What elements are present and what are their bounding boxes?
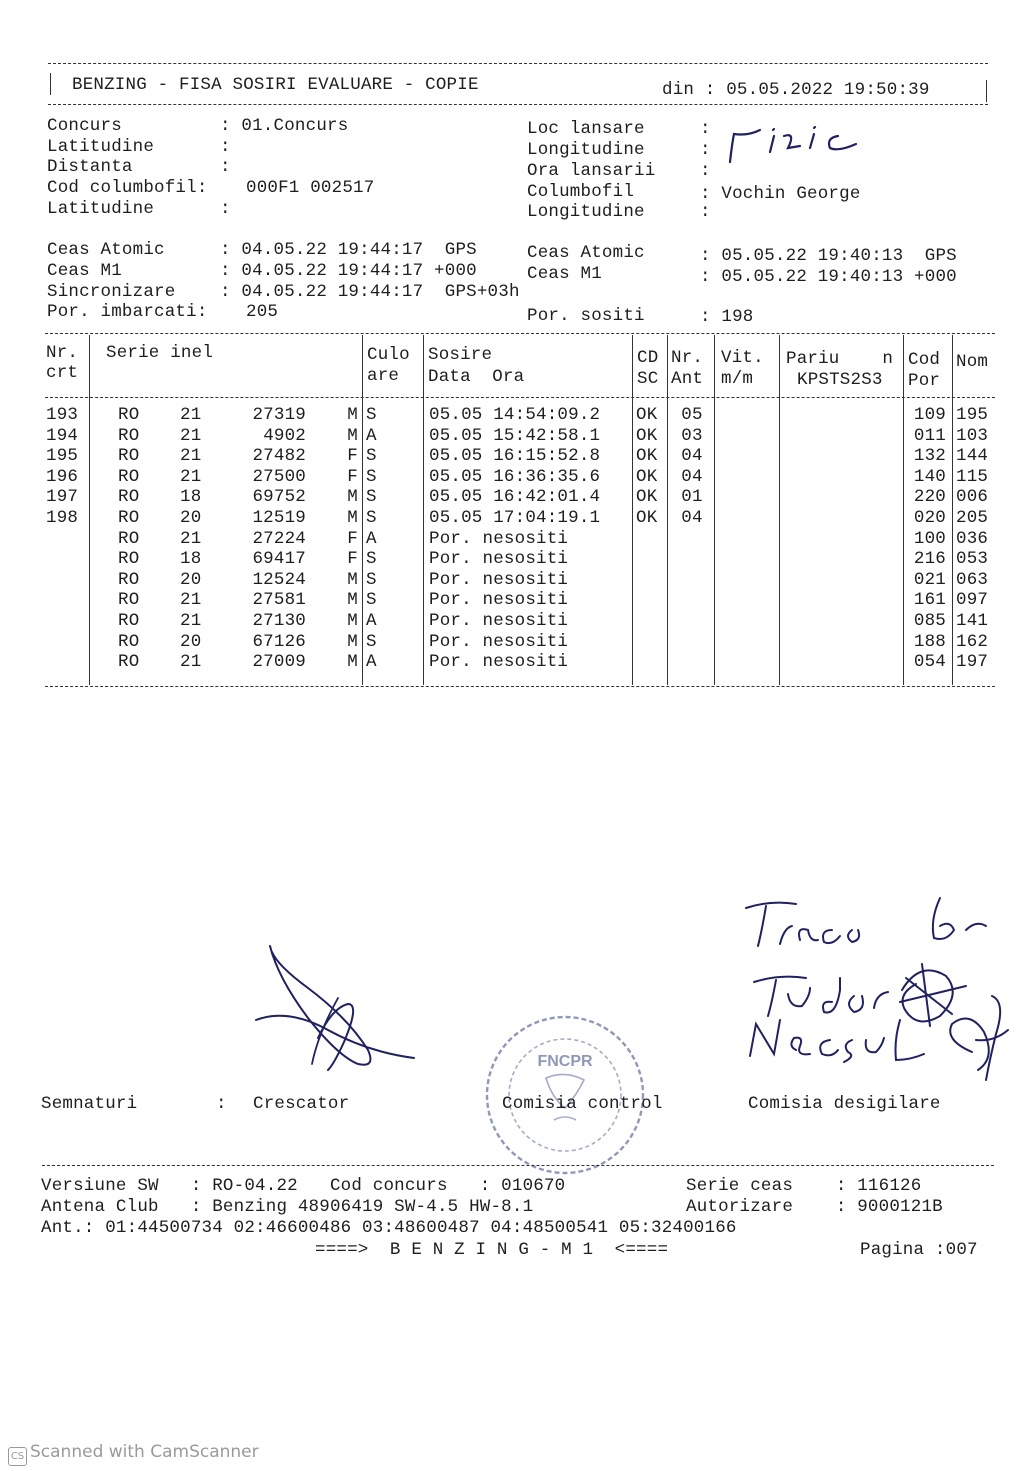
- cell-ant: 04: [681, 446, 703, 467]
- cell-nom: 162: [956, 631, 989, 652]
- info-label: Loc lansare: [527, 119, 645, 139]
- info-label: Latitudine: [47, 199, 155, 219]
- control-commission-label: Comisia control: [502, 1094, 663, 1114]
- cell-inel: 12524: [252, 569, 306, 590]
- cell-culoare: S: [366, 590, 377, 611]
- cell-sosire: 05.05 15:42:58.1: [429, 425, 601, 446]
- cell-culoare: A: [366, 528, 377, 549]
- cell-nom: 141: [956, 611, 989, 631]
- cell-nom: 197: [956, 652, 989, 673]
- cell-sex: M: [347, 405, 358, 425]
- header-pariu: Pariu n: [786, 349, 894, 369]
- footer-page-number: Pagina :007: [860, 1240, 978, 1260]
- info-label: Columbofil: [527, 182, 635, 202]
- cell-culoare: S: [366, 446, 377, 467]
- unseal-commission-handwriting: [740, 890, 1010, 1090]
- cell-an: 21: [180, 446, 202, 467]
- info-value: 000F1 002517: [246, 178, 375, 198]
- col-sep: [423, 335, 424, 685]
- cell-culoare: A: [366, 652, 377, 673]
- cell-cod: 100: [913, 528, 946, 549]
- header-sc: SC: [637, 369, 659, 389]
- cell-tara: RO: [118, 631, 140, 652]
- cell-sex: F: [347, 528, 358, 549]
- cell-sosire: 05.05 14:54:09.2: [429, 405, 601, 425]
- document-date: din : 05.05.2022 19:50:39: [662, 80, 930, 100]
- cell-an: 20: [180, 508, 202, 528]
- clock-label: Ceas Atomic: [527, 243, 645, 263]
- cell-nom: 195: [956, 405, 989, 425]
- footer-antennas: Ant.: 01:44500734 02:46600486 03:48600487 04:48500541 05:32400166: [41, 1218, 737, 1238]
- cell-nr: 195: [46, 446, 79, 467]
- cell-nom: 053: [956, 549, 989, 570]
- cell-sex: M: [347, 425, 358, 446]
- cell-sosire: 05.05 16:36:35.6: [429, 466, 601, 487]
- cell-tara: RO: [118, 611, 140, 631]
- cell-culoare: S: [366, 466, 377, 487]
- header-culoare-2: are: [367, 366, 400, 386]
- clock-label: Ceas Atomic: [47, 240, 165, 260]
- cell-cod: 021: [913, 569, 946, 590]
- signatures-colon: :: [216, 1094, 227, 1114]
- cell-cd: OK: [636, 405, 658, 425]
- cell-sosire: Por. nesositi: [429, 611, 569, 631]
- cell-an: 20: [180, 569, 202, 590]
- cell-nom: 144: [956, 446, 989, 467]
- clock-label: Sincronizare: [47, 282, 176, 302]
- cell-inel: 27009: [252, 652, 306, 673]
- cell-inel: 4902: [263, 425, 306, 446]
- cell-cod: 161: [913, 590, 946, 611]
- info-label: Longitudine: [527, 202, 645, 222]
- cell-cod: 188: [913, 631, 946, 652]
- footer-clock-serial: Serie ceas : 116126: [686, 1176, 922, 1196]
- info-value: : 01.Concurs: [220, 116, 349, 136]
- cell-nom: 115: [956, 466, 989, 487]
- cell-nr: 197: [46, 487, 79, 508]
- header-vit: Vit.: [721, 348, 764, 368]
- info-value: :: [700, 202, 711, 222]
- footer-software-line: Versiune SW : RO-04.22 Cod concurs : 010670: [41, 1176, 566, 1196]
- col-sep: [779, 335, 780, 685]
- cell-tara: RO: [118, 425, 140, 446]
- col-sep: [89, 335, 90, 685]
- breeder-label: Crescator: [253, 1094, 350, 1114]
- cell-tara: RO: [118, 590, 140, 611]
- cell-sosire: Por. nesositi: [429, 569, 569, 590]
- unseal-commission-label: Comisia desigilare: [748, 1094, 941, 1114]
- cell-nom: 205: [956, 508, 989, 528]
- header-vit-unit: m/m: [721, 369, 754, 389]
- cell-cod: 132: [913, 446, 946, 467]
- cell-sosire: 05.05 17:04:19.1: [429, 508, 601, 528]
- cell-cod: 054: [913, 652, 946, 673]
- info-label: Ora lansarii: [527, 161, 656, 181]
- header-nr: Nr.: [46, 343, 79, 363]
- cell-nom: 097: [956, 590, 989, 611]
- cell-tara: RO: [118, 446, 140, 467]
- cell-cod: 109: [913, 405, 946, 425]
- cell-cd: OK: [636, 425, 658, 446]
- cell-nr: 198: [46, 508, 79, 528]
- cell-tara: RO: [118, 549, 140, 570]
- cell-inel: 27581: [252, 590, 306, 611]
- cell-culoare: S: [366, 549, 377, 570]
- cell-tara: RO: [118, 528, 140, 549]
- cell-tara: RO: [118, 405, 140, 425]
- cell-nom: 103: [956, 425, 989, 446]
- cell-an: 21: [180, 405, 202, 425]
- cell-ant: 04: [681, 466, 703, 487]
- cell-culoare: A: [366, 425, 377, 446]
- header-left-border: [50, 73, 51, 95]
- header-crt: crt: [46, 363, 79, 383]
- cell-cod: 140: [913, 466, 946, 487]
- cell-sosire: Por. nesositi: [429, 652, 569, 673]
- info-value: :: [220, 137, 231, 157]
- cell-an: 21: [180, 425, 202, 446]
- clock-value: : 04.05.22 19:44:17 GPS: [220, 240, 477, 260]
- breeder-signature: [248, 938, 428, 1078]
- cell-cd: OK: [636, 508, 658, 528]
- cell-tara: RO: [118, 508, 140, 528]
- cell-an: 21: [180, 611, 202, 631]
- document-title: BENZING - FISA SOSIRI EVALUARE - COPIE: [72, 75, 479, 95]
- cell-an: 18: [180, 487, 202, 508]
- cell-culoare: A: [366, 611, 377, 631]
- cell-tara: RO: [118, 487, 140, 508]
- cell-an: 21: [180, 466, 202, 487]
- handwritten-launch-place: [726, 122, 876, 170]
- clock-label: Por. imbarcati:: [47, 302, 208, 322]
- footer-authorization: Autorizare : 9000121B: [686, 1197, 943, 1217]
- cell-sex: M: [347, 569, 358, 590]
- info-label: Cod columbofil:: [47, 178, 208, 198]
- info-value: :: [700, 140, 711, 160]
- cell-sosire: Por. nesositi: [429, 590, 569, 611]
- clock-value: : 04.05.22 19:44:17 GPS+03h: [220, 282, 520, 302]
- cell-sosire: Por. nesositi: [429, 631, 569, 652]
- table-top-rule: [45, 333, 995, 334]
- header-right-border: [986, 80, 987, 102]
- header-nom: Nom: [956, 352, 989, 372]
- cell-inel: 69752: [252, 487, 306, 508]
- watermark-text: Scanned with CamScanner: [30, 1442, 259, 1462]
- cell-nom: 006: [956, 487, 989, 508]
- cell-culoare: S: [366, 405, 377, 425]
- cell-sex: F: [347, 466, 358, 487]
- cell-nom: 063: [956, 569, 989, 590]
- cell-nom: 036: [956, 528, 989, 549]
- cell-sosire: Por. nesositi: [429, 549, 569, 570]
- table-bottom-rule: [45, 686, 995, 687]
- cell-an: 20: [180, 631, 202, 652]
- cell-cd: OK: [636, 466, 658, 487]
- cell-sex: F: [347, 549, 358, 570]
- cell-nr: 194: [46, 425, 79, 446]
- cell-inel: 27224: [252, 528, 306, 549]
- cell-sex: M: [347, 631, 358, 652]
- signatures-label: Semnaturi: [41, 1094, 138, 1114]
- footer-rule: [42, 1165, 994, 1166]
- cell-inel: 12519: [252, 508, 306, 528]
- clock-label: Ceas M1: [527, 264, 602, 284]
- header-sosire: Sosire: [428, 345, 493, 365]
- header-por: Por: [908, 371, 941, 391]
- header-top-rule: [48, 63, 988, 64]
- cell-cd: OK: [636, 487, 658, 508]
- cell-an: 21: [180, 590, 202, 611]
- cell-inel: 27130: [252, 611, 306, 631]
- info-label: Latitudine: [47, 137, 155, 157]
- clock-value: : 05.05.22 19:40:13 +000: [700, 267, 957, 287]
- info-value: :: [220, 199, 231, 219]
- clock-value: : 04.05.22 19:44:17 +000: [220, 261, 477, 281]
- col-sep: [632, 335, 633, 685]
- cell-sex: F: [347, 446, 358, 467]
- info-label: Longitudine: [527, 140, 645, 160]
- table-header-rule: [45, 397, 995, 398]
- cell-culoare: S: [366, 631, 377, 652]
- header-pariu-codes: KPSTS2S3: [797, 370, 883, 390]
- clock-label: Ceas M1: [47, 261, 122, 281]
- cell-tara: RO: [118, 652, 140, 673]
- info-value: :: [700, 119, 711, 139]
- cell-ant: 05: [681, 405, 703, 425]
- cell-sosire: 05.05 16:15:52.8: [429, 446, 601, 467]
- svg-text:FNCPR: FNCPR: [537, 1053, 593, 1070]
- camscanner-logo: CS: [8, 1447, 27, 1466]
- header-nr-ant: Nr.: [671, 348, 704, 368]
- scanner-watermark: [8, 1442, 259, 1466]
- cell-cod: 085: [913, 611, 946, 631]
- cell-sosire: 05.05 16:42:01.4: [429, 487, 601, 508]
- cell-tara: RO: [118, 466, 140, 487]
- cell-ant: 01: [681, 487, 703, 508]
- col-sep: [714, 335, 715, 685]
- cell-inel: 27482: [252, 446, 306, 467]
- header-serie-inel: Serie inel: [106, 343, 214, 363]
- cell-inel: 67126: [252, 631, 306, 652]
- header-ant: Ant: [671, 369, 704, 389]
- cell-cd: OK: [636, 446, 658, 467]
- info-value: : Vochin George: [700, 184, 861, 204]
- cell-ant: 04: [681, 508, 703, 528]
- col-sep: [952, 335, 953, 685]
- cell-sex: M: [347, 611, 358, 631]
- info-label: Concurs: [47, 116, 122, 136]
- cell-cod: 020: [913, 508, 946, 528]
- cell-sex: M: [347, 652, 358, 673]
- header-cd: CD: [637, 348, 659, 368]
- header-culoare: Culo: [367, 345, 410, 365]
- cell-sex: M: [347, 508, 358, 528]
- cell-cod: 011: [913, 425, 946, 446]
- clock-label: Por. sositi: [527, 306, 645, 326]
- cell-tara: RO: [118, 569, 140, 590]
- cell-sex: M: [347, 590, 358, 611]
- header-cod: Cod: [908, 350, 941, 370]
- cell-culoare: S: [366, 508, 377, 528]
- header-data-ora: Data Ora: [428, 367, 525, 387]
- cell-nr: 196: [46, 466, 79, 487]
- cell-an: 21: [180, 528, 202, 549]
- info-value: :: [700, 161, 711, 181]
- cell-sosire: Por. nesositi: [429, 528, 569, 549]
- cell-inel: 27500: [252, 466, 306, 487]
- footer-antenna-club: Antena Club : Benzing 48906419 SW-4.5 HW-8.1: [41, 1197, 534, 1217]
- cell-cod: 220: [913, 487, 946, 508]
- col-sep: [667, 335, 668, 685]
- cell-cod: 216: [913, 549, 946, 570]
- clock-value: : 198: [700, 307, 754, 327]
- cell-sex: M: [347, 487, 358, 508]
- cell-ant: 03: [681, 425, 703, 446]
- cell-inel: 27319: [252, 405, 306, 425]
- cell-an: 21: [180, 652, 202, 673]
- info-value: :: [220, 157, 231, 177]
- header-bottom-rule: [48, 104, 988, 105]
- cell-culoare: S: [366, 487, 377, 508]
- cell-an: 18: [180, 549, 202, 570]
- footer-brand-banner: ====> B E N Z I N G - M 1 <====: [315, 1240, 669, 1260]
- col-sep: [362, 335, 363, 685]
- clock-value: 205: [246, 302, 279, 322]
- cell-nr: 193: [46, 405, 79, 425]
- cell-inel: 69417: [252, 549, 306, 570]
- clock-value: : 05.05.22 19:40:13 GPS: [700, 246, 957, 266]
- cell-culoare: S: [366, 569, 377, 590]
- info-label: Distanta: [47, 157, 133, 177]
